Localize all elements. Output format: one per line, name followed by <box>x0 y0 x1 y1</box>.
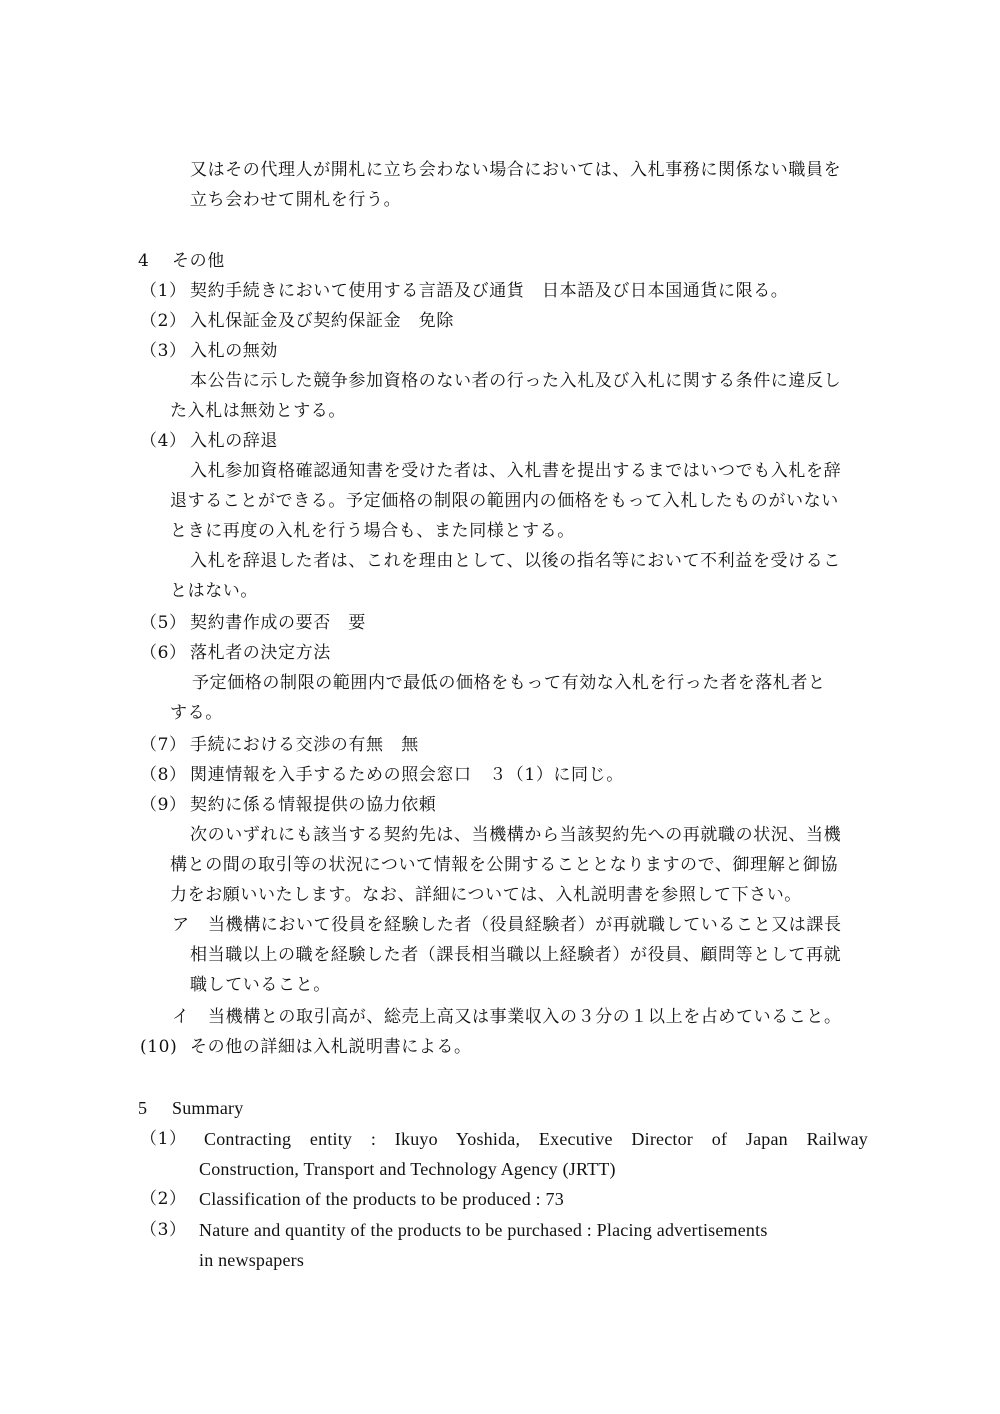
item-9-sub-a-line-2: 相当職以上の職を経験した者（課長相当職以上経験者）が役員、顧問等として再就 <box>190 945 842 965</box>
item-1-label: （1） <box>140 281 187 301</box>
item-9-sub-a-line-1: 当機構において役員を経験した者（役員経験者）が再就職していること又は課長 <box>208 915 842 935</box>
item-7-text: 手続における交渉の有無 無 <box>190 735 419 755</box>
item-9-sub-a-line-3: 職していること。 <box>190 975 331 995</box>
item-4-title: 入札の辞退 <box>190 431 278 451</box>
summary-1-label: （1） <box>140 1129 187 1149</box>
summary-3-label: （3） <box>140 1220 187 1240</box>
summary-1-line-2: Construction, Transport and Technology Agency (JRTT) <box>199 1159 616 1179</box>
item-6-title: 落札者の決定方法 <box>190 643 331 663</box>
item-10-label: (10) <box>140 1037 178 1057</box>
item-4-para1-line-3: ときに再度の入札を行う場合も、また同様とする。 <box>170 521 575 541</box>
summary-2-line-1: Classification of the products to be produced : 73 <box>199 1189 564 1209</box>
item-8-label: （8） <box>140 765 187 785</box>
summary-2-label: （2） <box>140 1189 187 1209</box>
item-1-text: 契約手続きにおいて使用する言語及び通貨 日本語及び日本国通貨に限る。 <box>190 281 789 301</box>
item-4-para2-line-2: とはない。 <box>170 581 258 601</box>
item-9-title: 契約に係る情報提供の協力依頼 <box>190 795 437 815</box>
item-9-para-line-3: 力をお願いいたします。なお、詳細については、入札説明書を参照して下さい。 <box>170 885 802 905</box>
item-2-text: 入札保証金及び契約保証金 免除 <box>190 311 454 331</box>
item-3-body-line-2: た入札は無効とする。 <box>170 401 346 421</box>
continuation-line-1: 又はその代理人が開札に立ち会わない場合においては、入札事務に関係ない職員を <box>190 160 842 180</box>
item-3-title: 入札の無効 <box>190 341 278 361</box>
item-10-text: その他の詳細は入札説明書による。 <box>190 1037 472 1057</box>
item-6-label: （6） <box>140 643 187 663</box>
section-5-title: Summary <box>172 1098 244 1118</box>
continuation-line-2: 立ち会わせて開札を行う。 <box>190 190 402 210</box>
item-3-label: （3） <box>140 341 187 361</box>
item-9-para-line-2: 構との間の取引等の状況について情報を公開することとなりますので、御理解と御協 <box>170 855 839 875</box>
item-4-para2-line-1: 入札を辞退した者は、これを理由として、以後の指名等において不利益を受けるこ <box>190 551 841 571</box>
item-7-label: （7） <box>140 735 187 755</box>
item-4-label: （4） <box>140 431 187 451</box>
item-9-sub-a-mark: ア <box>172 915 190 935</box>
item-3-body-line-1: 本公告に示した競争参加資格のない者の行った入札及び入札に関する条件に違反し <box>190 371 842 391</box>
item-6-body-line-2: する。 <box>170 703 223 723</box>
item-2-label: （2） <box>140 311 187 331</box>
item-4-para1-line-1: 入札参加資格確認通知書を受けた者は、入札書を提出するまではいつでも入札を辞 <box>190 461 842 481</box>
item-9-sub-i-line-1: 当機構との取引高が、総売上高又は事業収入の３分の１以上を占めていること。 <box>208 1007 842 1027</box>
item-9-label: （9） <box>140 795 187 815</box>
item-6-body-line-1: 予定価格の制限の範囲内で最低の価格をもって有効な入札を行った者を落札者と <box>192 673 826 693</box>
section-4-title: その他 <box>172 251 225 271</box>
item-9-sub-i-mark: イ <box>172 1007 190 1027</box>
item-5-text: 契約書作成の要否 要 <box>190 613 366 633</box>
section-4-number: 4 <box>138 251 150 271</box>
summary-1-line-1: Contracting entity : Ikuyo Yoshida, Executive Director of Japan Railway <box>204 1129 868 1149</box>
item-9-para-line-1: 次のいずれにも該当する契約先は、当機構から当該契約先への再就職の状況、当機 <box>190 825 842 845</box>
summary-3-line-1: Nature and quantity of the products to be purchased : Placing advertisements <box>199 1220 768 1240</box>
summary-3-line-2: in newspapers <box>199 1250 305 1270</box>
item-5-label: （5） <box>140 613 187 633</box>
item-8-text: 関連情報を入手するための照会窓口 ３（1）に同じ。 <box>190 765 624 785</box>
item-4-para1-line-2: 退することができる。予定価格の制限の範囲内の価格をもって入札したものがいない <box>170 491 839 511</box>
section-5-number: 5 <box>138 1098 148 1118</box>
